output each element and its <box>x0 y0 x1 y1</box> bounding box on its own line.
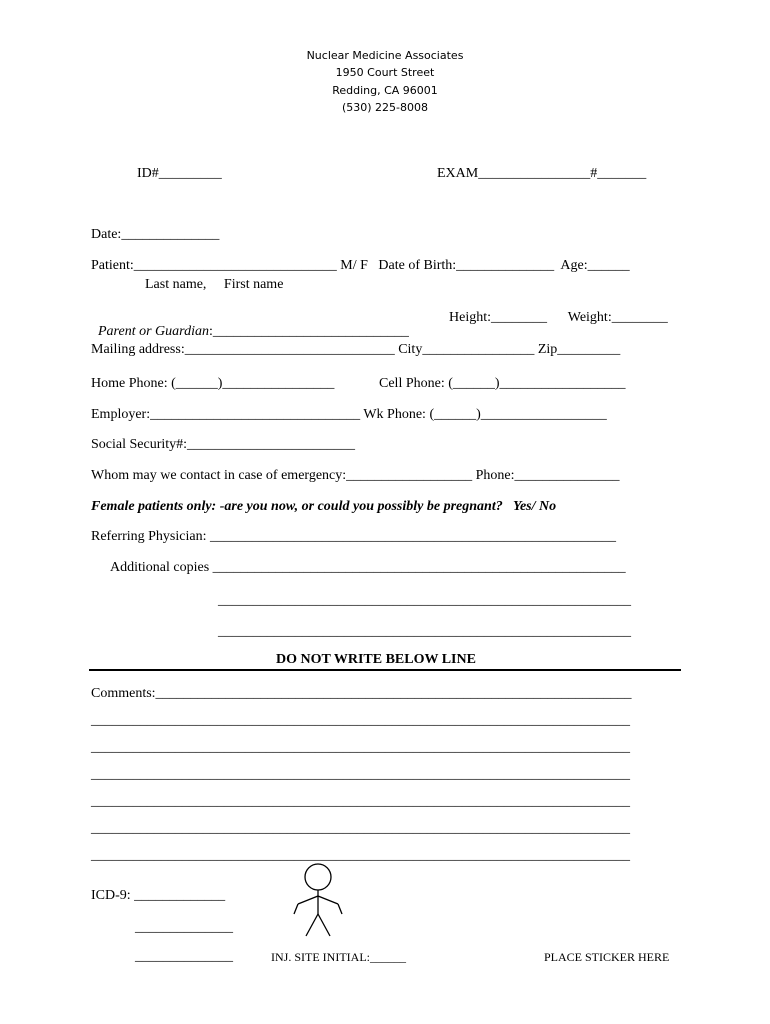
sticker-area-label: PLACE STICKER HERE <box>544 950 670 964</box>
guardian-row <box>91 311 409 339</box>
guardian-field[interactable]: :____________________________ <box>208 324 409 339</box>
referring-physician-field[interactable]: Referring Physician: __________________________________________________________ <box>91 529 616 544</box>
patient-field[interactable]: Patient:_____________________________ M/ F Date of Birth:______________ Age:______ <box>91 258 630 273</box>
icd9-field[interactable]: ICD-9: _____________ <box>91 888 226 903</box>
org-address-line-1: 1950 Court Street <box>335 66 435 79</box>
org-name: Nuclear Medicine Associates <box>306 49 464 62</box>
additional-copies-field[interactable]: Additional copies ___________________________________________________________ <box>110 560 626 575</box>
ssn-field[interactable]: Social Security#:________________________ <box>91 437 356 452</box>
patient-name-hint: Last name, First name <box>145 277 284 292</box>
mailing-address-field[interactable]: Mailing address:______________________________ City________________ Zip_________ <box>91 342 621 357</box>
employer-field[interactable]: Employer:______________________________ Wk Phone: (______)__________________ <box>91 407 607 422</box>
comment-line[interactable]: _____________________________________________________________________________ <box>91 821 630 836</box>
id-field[interactable]: ID#_________ <box>137 166 222 181</box>
height-weight-field[interactable]: Height:________ Weight:________ <box>449 310 668 325</box>
divider-line <box>89 669 681 671</box>
injection-site-initial-field[interactable]: INJ. SITE INITIAL:______ <box>271 950 406 964</box>
home-phone-field[interactable]: Home Phone: (______)________________ <box>91 376 335 391</box>
org-phone: (530) 225-8008 <box>341 101 429 114</box>
org-address-line-2: Redding, CA 96001 <box>332 84 438 97</box>
emergency-contact-field[interactable]: Whom may we contact in case of emergency:__________________ Phone:_______________ <box>91 468 620 483</box>
comments-field[interactable]: Comments:____________________________________________________________________ <box>91 686 632 701</box>
do-not-write-heading: DO NOT WRITE BELOW LINE <box>276 652 476 667</box>
body-diagram-icon <box>288 862 348 942</box>
cell-phone-field[interactable]: Cell Phone: (______)__________________ <box>379 376 626 391</box>
comment-line[interactable]: _____________________________________________________________________________ <box>91 848 630 863</box>
comment-line[interactable]: _____________________________________________________________________________ <box>91 740 630 755</box>
icd9-line-3[interactable]: ______________ <box>135 949 233 964</box>
comment-line[interactable]: _____________________________________________________________________________ <box>91 713 630 728</box>
additional-copies-line-3[interactable]: ___________________________________________________________ <box>218 624 631 639</box>
icd9-line-2[interactable]: ______________ <box>135 920 233 935</box>
additional-copies-line-2[interactable]: ___________________________________________________________ <box>218 593 631 608</box>
date-field[interactable]: Date:______________ <box>91 227 220 242</box>
comment-line[interactable]: _____________________________________________________________________________ <box>91 767 630 782</box>
exam-field[interactable]: EXAM________________#_______ <box>437 166 647 181</box>
guardian-label: Parent or Guardian <box>98 324 209 339</box>
comment-line[interactable]: _____________________________________________________________________________ <box>91 794 630 809</box>
pregnancy-question[interactable]: Female patients only: -are you now, or could you possibly be pregnant? Yes/ No <box>91 499 557 514</box>
